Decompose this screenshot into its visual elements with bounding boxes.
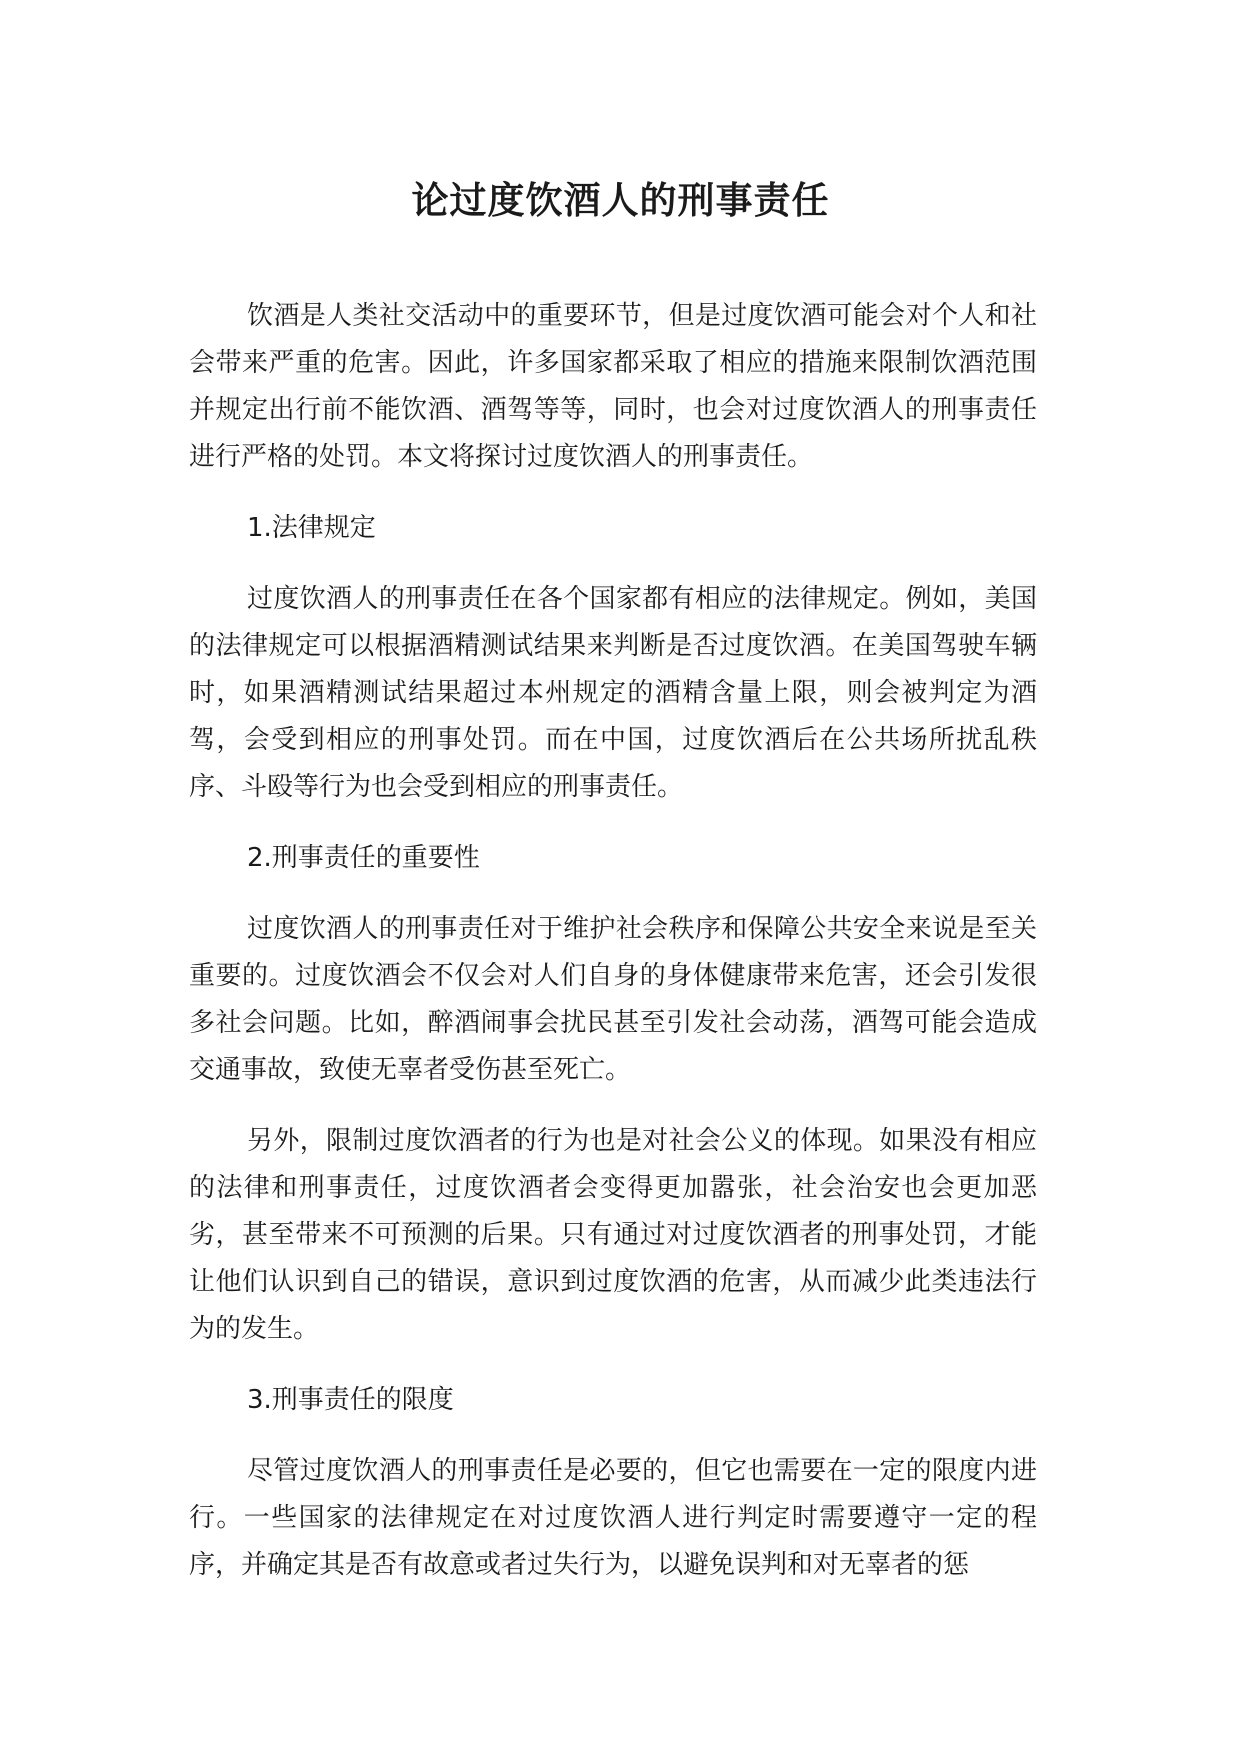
importance-paragraph-2: 另外，限制过度饮酒者的行为也是对社会公义的体现。如果没有相应的法律和刑事责任，过度饮酒者会变得更加嚣张，社会治安也会更加恶劣，甚至带来不可预测的后果。只有通过对过度饮酒者的刑事处罚，才能让他们认识到自己的错误，意识到过度饮酒的危害，从而减少此类违法行为的发生。	[189, 1126, 1037, 1344]
section-heading-importance: 2.刑事责任的重要性	[247, 843, 480, 873]
section-heading-limits: 3.刑事责任的限度	[247, 1385, 454, 1415]
document-title: 论过度饮酒人的刑事责任	[411, 179, 830, 222]
document-body	[189, 293, 1037, 1613]
section-heading-legal-provisions: 1.法律规定	[247, 513, 376, 543]
importance-paragraph-1: 过度饮酒人的刑事责任对于维护社会秩序和保障公共安全来说是至关重要的。过度饮酒会不仅会对人们自身的身体健康带来危害，还会引发很多社会问题。比如，醉酒闹事会扰民甚至引发社会动荡，酒驾可能会造成交通事故，致使无辜者受伤甚至死亡。	[189, 914, 1037, 1085]
limits-paragraph: 尽管过度饮酒人的刑事责任是必要的，但它也需要在一定的限度内进行。一些国家的法律规定在对过度饮酒人进行判定时需要遵守一定的程序，并确定其是否有故意或者过失行为，以避免误判和对无辜者的惩	[189, 1456, 1037, 1580]
legal-provisions-paragraph: 过度饮酒人的刑事责任在各个国家都有相应的法律规定。例如，美国的法律规定可以根据酒精测试结果来判断是否过度饮酒。在美国驾驶车辆时，如果酒精测试结果超过本州规定的酒精含量上限，则会被判定为酒驾，会受到相应的刑事处罚。而在中国，过度饮酒后在公共场所扰乱秩序、斗殴等行为也会受到相应的刑事责任。	[189, 584, 1037, 802]
intro-paragraph: 饮酒是人类社交活动中的重要环节，但是过度饮酒可能会对个人和社会带来严重的危害。因此，许多国家都采取了相应的措施来限制饮酒范围并规定出行前不能饮酒、酒驾等等，同时，也会对过度饮酒人的刑事责任进行严格的处罚。本文将探讨过度饮酒人的刑事责任。	[189, 301, 1037, 472]
